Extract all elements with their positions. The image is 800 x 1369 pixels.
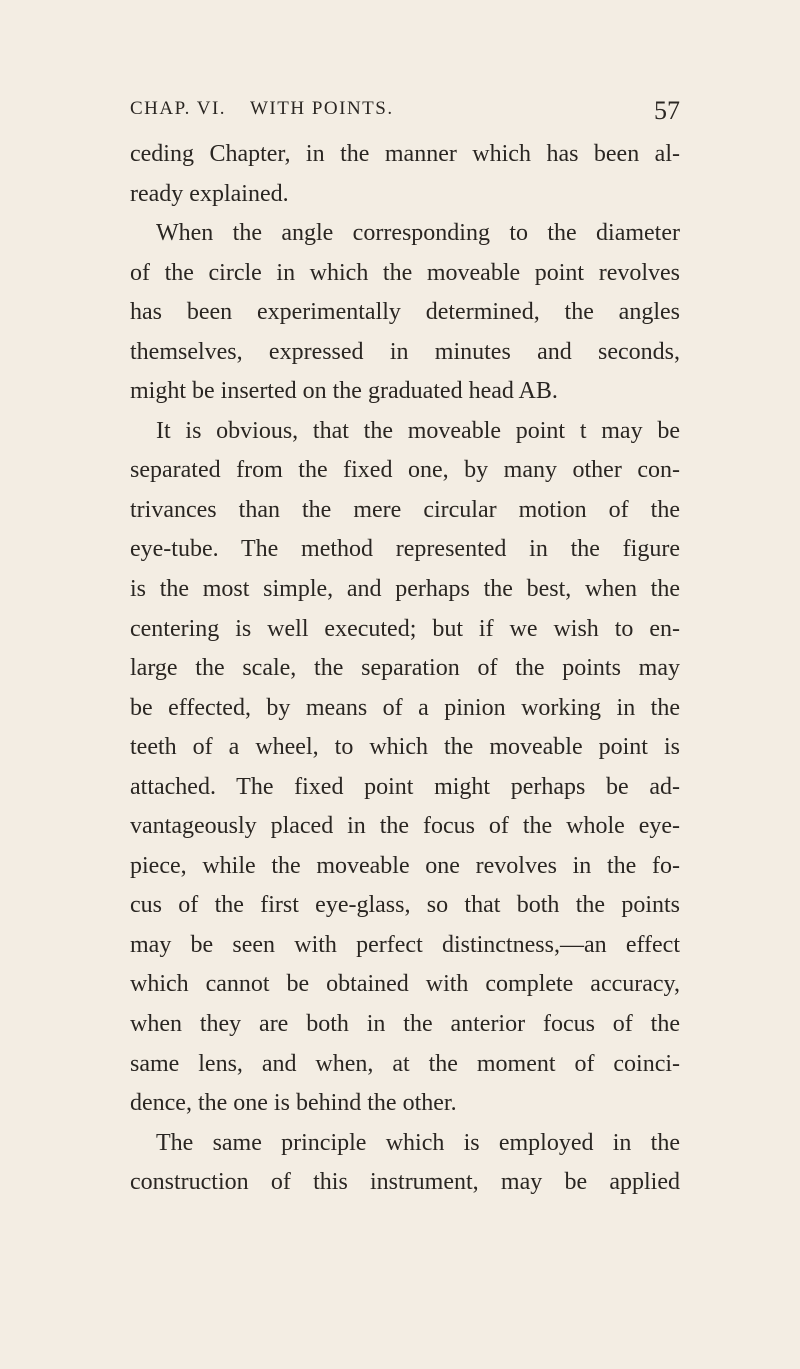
text-line: ready explained.: [130, 180, 289, 207]
text-line: separated from the fixed one, by many other con-: [130, 457, 680, 484]
text-line: may be seen with perfect distinctness,—an effect: [130, 931, 680, 958]
text-line: piece, while the moveable one revolves in the fo-: [130, 852, 680, 879]
text-line: ceding Chapter, in the manner which has been al-: [130, 141, 680, 167]
text-line: cus of the first eye-glass, so that both the points: [130, 892, 680, 919]
text-line: attached. The fixed point might perhaps be ad-: [130, 773, 680, 800]
text-line: might be inserted on the graduated head AB.: [130, 378, 558, 405]
text-line: themselves, expressed in minutes and seconds,: [130, 338, 680, 365]
text-line: same lens, and when, at the moment of coinci-: [130, 1050, 680, 1077]
text-line: vantageously placed in the focus of the whole eye-: [130, 813, 680, 840]
page-number: 57: [654, 96, 680, 125]
text-line: of the circle in which the moveable point revolves: [130, 259, 680, 286]
chapter-label: CHAP. VI.: [130, 98, 227, 119]
text-line: teeth of a wheel, to which the moveable point is: [130, 734, 680, 761]
text-line: eye-tube. The method represented in the figure: [130, 536, 680, 563]
text-line: centering is well executed; but if we wish to en-: [130, 615, 680, 642]
text-line: large the scale, the separation of the points may: [130, 655, 680, 682]
text-line: when they are both in the anterior focus of the: [130, 1011, 680, 1038]
text-line: trivances than the mere circular motion of the: [130, 496, 680, 523]
text-line: dence, the one is behind the other.: [130, 1090, 457, 1117]
text-line: When the angle corresponding to the diameter: [156, 220, 680, 247]
section-title: WITH POINTS.: [250, 98, 394, 119]
text-line: which cannot be obtained with complete accuracy,: [130, 971, 680, 998]
running-head: [130, 98, 680, 134]
text-line: construction of this instrument, may be applied: [130, 1169, 680, 1196]
text-line: has been experimentally determined, the angles: [130, 299, 680, 326]
text-line: be effected, by means of a pinion working in the: [130, 694, 680, 721]
text-line: It is obvious, that the moveable point t may be: [156, 417, 680, 444]
body-text: [130, 135, 680, 1203]
text-line: is the most simple, and perhaps the best, when the: [130, 576, 680, 603]
text-line: The same principle which is employed in the: [156, 1129, 680, 1156]
